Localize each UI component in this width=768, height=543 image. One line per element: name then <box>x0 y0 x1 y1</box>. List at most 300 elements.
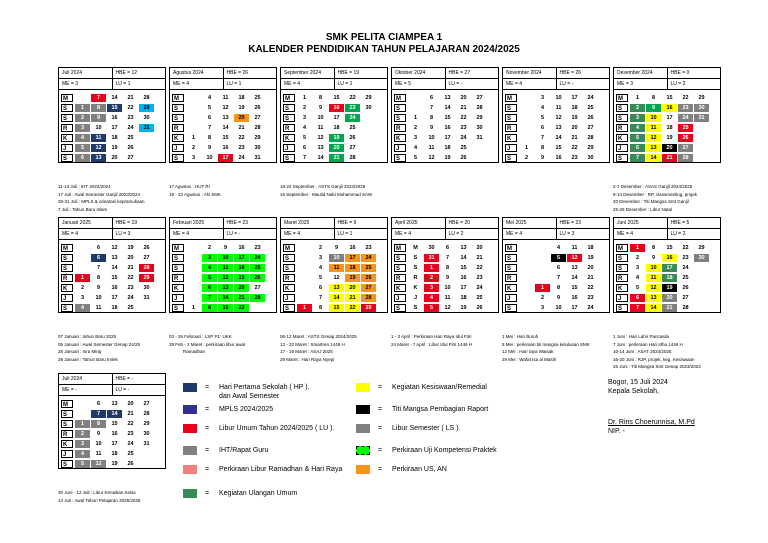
day-label: S <box>616 104 628 112</box>
month-hbe: HBE = 26 <box>226 70 249 76</box>
date-cell: 3 <box>75 440 90 448</box>
date-cell: 6 <box>445 245 450 251</box>
date-cell: 1 <box>75 274 90 282</box>
month-name: Juli 2024 <box>59 68 113 78</box>
date-cell: 25 <box>250 264 265 272</box>
note-line: 03 - 26 Februari : LSP P1: UKK <box>169 334 232 339</box>
legend-label: Perkiraan Libur Ramadhan & Hari Raya <box>219 466 343 473</box>
date-cell: 17 <box>111 441 118 447</box>
day-label: K <box>61 284 73 292</box>
note-line: 1 Mei : Hari Buruh <box>502 334 539 339</box>
month-calendar <box>58 373 166 469</box>
date-cell: 2 <box>630 104 645 112</box>
date-cell: 28 <box>349 155 356 161</box>
legend-equals: = <box>205 447 210 454</box>
legend-equals: = <box>205 490 210 497</box>
day-label: S <box>61 410 73 418</box>
date-cell: 17 <box>571 95 578 101</box>
month-me: ME = 4 <box>170 79 224 89</box>
date-cell: 24 <box>361 254 376 262</box>
date-cell: 12 <box>111 245 118 251</box>
date-cell: 25 <box>476 295 483 301</box>
date-cell: 3 <box>302 115 307 121</box>
date-cell: 21 <box>127 95 134 101</box>
date-cell: 1 <box>75 420 90 428</box>
legend-label: Kegiatan Ulangan Umum <box>219 490 298 497</box>
date-cell <box>139 154 154 162</box>
date-cell: 3 <box>413 135 418 141</box>
date-cell: 5 <box>630 134 645 142</box>
month-lu: LU = 2 <box>670 231 686 237</box>
date-cell <box>694 124 709 132</box>
day-label: S <box>283 104 295 112</box>
note-line: 17 Juli : Awal Semester Ganjil 2023/2024 <box>58 191 140 197</box>
day-label: M <box>61 400 73 408</box>
date-cell: 10 <box>428 135 435 141</box>
date-cell <box>75 244 90 252</box>
legend-label: Hari Pertama Sekolah ( HP ). <box>219 384 310 391</box>
date-cell: 21 <box>476 255 483 261</box>
day-label: R <box>505 274 517 282</box>
day-label: S <box>505 114 517 122</box>
date-cell <box>694 284 709 292</box>
date-cell: 6 <box>429 95 434 101</box>
date-cell: 19 <box>127 245 134 251</box>
date-cell <box>519 124 534 132</box>
date-cell <box>519 104 534 112</box>
date-cell: 27 <box>143 401 150 407</box>
date-cell: K <box>413 285 418 291</box>
date-cell <box>408 104 423 112</box>
date-cell: 27 <box>349 145 356 151</box>
day-label: S <box>61 254 73 262</box>
date-cell: 28 <box>250 294 265 302</box>
day-label: J <box>505 144 517 152</box>
note-line: 26 Juni : Titi Mangsa Smt Genap 2023/2024 <box>613 364 701 369</box>
legend-swatch <box>183 465 197 474</box>
date-cell: 21 <box>662 304 677 312</box>
date-cell: 22 <box>127 105 134 111</box>
date-cell <box>519 244 534 252</box>
day-label: J <box>172 144 184 152</box>
day-label: K <box>61 440 73 448</box>
date-cell: 2 <box>302 105 307 111</box>
date-cell: 9 <box>96 285 101 291</box>
date-cell: 31 <box>476 135 483 141</box>
date-cell: 27 <box>678 144 693 152</box>
day-label: S <box>283 264 295 272</box>
date-cell: 19 <box>234 274 249 282</box>
legend-equals: = <box>378 447 383 454</box>
date-cell: 16 <box>238 245 245 251</box>
date-cell: 29 <box>698 95 705 101</box>
month-calendar <box>169 67 277 163</box>
date-cell: 11 <box>95 451 102 457</box>
date-cell: 15 <box>107 104 122 112</box>
date-cell: 3 <box>191 155 196 161</box>
date-cell: 7 <box>96 265 101 271</box>
day-label: J <box>505 294 517 302</box>
legend-equals: = <box>205 406 210 413</box>
date-cell: 8 <box>96 275 101 281</box>
date-cell <box>139 134 154 142</box>
date-cell: 6 <box>202 284 217 292</box>
date-cell: 25 <box>349 125 356 131</box>
date-cell <box>694 154 709 162</box>
day-label: R <box>394 124 406 132</box>
date-cell: 7 <box>630 304 645 312</box>
month-name: Oktober 2024 <box>392 68 446 78</box>
day-label: M <box>61 94 73 102</box>
date-cell: 1 <box>630 244 645 252</box>
date-cell: 18 <box>111 305 118 311</box>
date-cell <box>694 304 709 312</box>
date-cell: S <box>413 255 418 261</box>
day-label: R <box>616 124 628 132</box>
date-cell: 5 <box>635 285 640 291</box>
day-label: S <box>616 154 628 162</box>
legend-label: IHT/Rapat Guru <box>219 447 269 454</box>
month-calendar <box>391 217 499 313</box>
date-cell: 28 <box>143 95 150 101</box>
day-label: S <box>505 254 517 262</box>
date-cell: 30 <box>694 254 709 262</box>
date-cell <box>250 304 265 312</box>
day-label: K <box>505 134 517 142</box>
date-cell: 4 <box>302 125 307 131</box>
date-cell: 21 <box>587 275 594 281</box>
month-calendar <box>58 67 166 163</box>
date-cell: R <box>413 275 418 281</box>
date-cell: 10 <box>555 305 562 311</box>
date-cell: 4 <box>630 124 645 132</box>
date-cell: 9 <box>429 125 434 131</box>
legend-swatch <box>356 465 370 474</box>
date-cell: 20 <box>476 245 483 251</box>
date-cell: 21 <box>571 135 578 141</box>
date-cell: 15 <box>571 285 578 291</box>
date-cell: 2 <box>191 145 196 151</box>
legend-label: Titi Mangsa Pembagian Raport <box>392 406 489 413</box>
legend-swatch <box>183 489 197 498</box>
date-cell: 17 <box>218 154 233 162</box>
date-cell: J <box>413 295 418 301</box>
date-cell: 24 <box>682 265 689 271</box>
date-cell: 21 <box>345 294 360 302</box>
date-cell: 7 <box>91 94 106 102</box>
date-cell: 31 <box>424 254 439 262</box>
date-cell: 9 <box>651 255 656 261</box>
date-cell: 2 <box>540 295 545 301</box>
month-me: ME = 3 <box>614 79 668 89</box>
day-label: S <box>61 264 73 272</box>
month-lu: LU = 1 <box>337 81 353 87</box>
month-notes <box>391 333 472 348</box>
date-cell: 24 <box>345 114 360 122</box>
note-line: 06-12 Maret : ASTS Genap 2024/2025 <box>280 334 357 339</box>
date-cell: 8 <box>91 420 106 428</box>
date-cell: 30 <box>143 115 150 121</box>
note-line: 29 Januari : Tahun Baru Imlek <box>58 356 118 362</box>
month-name: September 2024 <box>281 68 335 78</box>
date-cell: 26 <box>682 285 689 291</box>
date-cell: 11 <box>555 105 562 111</box>
note-line: 16-20 Juni : RJP, projek, keg. Kesiswaan <box>613 356 695 362</box>
day-label: M <box>394 94 406 102</box>
date-cell <box>694 144 709 152</box>
date-cell <box>297 284 312 292</box>
date-cell: 22 <box>571 145 578 151</box>
date-cell <box>186 254 201 262</box>
date-cell <box>186 114 201 122</box>
date-cell <box>408 94 423 102</box>
note-line: 11-13 Juli : IHT 2023/2024 <box>58 184 111 189</box>
note-line: 25-26 Desember : Libur Natal <box>613 206 673 212</box>
month-me: ME = 4 <box>281 79 335 89</box>
date-cell: 11 <box>444 295 451 301</box>
date-cell: 4 <box>556 245 561 251</box>
date-cell: 9 <box>91 114 106 122</box>
day-label: M <box>505 244 517 252</box>
date-cell: 14 <box>111 95 118 101</box>
date-cell: 12 <box>317 135 324 141</box>
date-cell: 27 <box>254 285 261 291</box>
month-hbe: HBE = 12 <box>115 70 138 76</box>
date-cell: 20 <box>234 284 249 292</box>
date-cell: 18 <box>662 274 677 282</box>
day-label: M <box>172 244 184 252</box>
sign-role: Kepala Sekolah, <box>608 388 659 395</box>
day-label: R <box>172 124 184 132</box>
date-cell: 16 <box>111 431 118 437</box>
month-hbe: HBE = 20 <box>448 220 471 226</box>
date-cell <box>519 294 534 302</box>
date-cell: 17 <box>111 295 118 301</box>
date-cell: 14 <box>107 410 122 418</box>
date-cell: 26 <box>127 461 134 467</box>
day-label: S <box>505 104 517 112</box>
date-cell: 18 <box>444 145 451 151</box>
date-cell: 22 <box>682 95 689 101</box>
day-label: S <box>394 254 406 262</box>
day-label: J <box>172 294 184 302</box>
date-cell: 14 <box>571 275 578 281</box>
date-cell <box>297 254 312 262</box>
month-me: ME = 5 <box>392 79 446 89</box>
month-name: Juli 2024 <box>59 374 113 384</box>
date-cell: 3 <box>80 295 85 301</box>
date-cell: 27 <box>682 295 689 301</box>
date-cell <box>361 144 376 152</box>
date-cell: 26 <box>460 155 467 161</box>
date-cell: 15 <box>329 304 344 312</box>
date-cell <box>361 124 376 132</box>
date-cell: 30 <box>365 105 372 111</box>
date-cell: 22 <box>238 135 245 141</box>
date-cell: 9 <box>646 104 661 112</box>
note-line: 10-14 Juni : ASAT 2024/2025 <box>613 349 672 354</box>
legend-label: Perkiraan Uji Kompetensi Praktek <box>392 447 497 454</box>
date-cell: 12 <box>646 134 661 142</box>
note-line: 28 Januari : Isra Miraj <box>58 349 102 354</box>
date-cell: 19 <box>444 155 451 161</box>
month-lu: LU = 1 <box>115 81 131 87</box>
note-line: 5 Mei : perkiraan titi mangsa kelulusan SMK <box>502 341 590 347</box>
date-cell: 2 <box>75 430 90 438</box>
date-cell: 13 <box>555 125 562 131</box>
month-lu: LU = - <box>115 387 130 393</box>
month-lu: LU = 3 <box>559 231 575 237</box>
date-cell: 16 <box>444 125 451 131</box>
date-cell <box>519 284 534 292</box>
day-label: J <box>283 144 295 152</box>
date-cell: 26 <box>143 245 150 251</box>
date-cell: 2 <box>524 155 529 161</box>
month-calendar <box>58 217 166 313</box>
date-cell: 25 <box>127 451 134 457</box>
day-label: M <box>283 244 295 252</box>
day-label: S <box>283 154 295 162</box>
month-name: Juni 2025 <box>614 218 668 228</box>
legend-equals: = <box>378 466 383 473</box>
date-cell: 22 <box>682 245 689 251</box>
note-line: 7 Juni : perkiraan Hari Idha 1446 H <box>613 341 683 347</box>
legend-label: Perkiraan US, AN <box>392 466 447 473</box>
legend-equals: = <box>378 384 383 391</box>
date-cell: 8 <box>318 305 323 311</box>
date-cell <box>519 274 534 282</box>
month-hbe: HBE = 9 <box>337 220 357 226</box>
date-cell: 20 <box>127 255 134 261</box>
date-cell: 4 <box>202 264 217 272</box>
date-cell: 7 <box>429 105 434 111</box>
date-cell <box>519 264 534 272</box>
date-cell: 23 <box>127 431 134 437</box>
date-cell <box>75 410 90 418</box>
date-cell: 22 <box>476 265 483 271</box>
date-cell <box>186 284 201 292</box>
date-cell: 30 <box>254 145 261 151</box>
date-cell: 13 <box>111 401 118 407</box>
legend-label: Kegiatan Kesiswaan/Remedial <box>392 384 487 391</box>
date-cell: 28 <box>139 264 154 272</box>
date-cell: 17 <box>444 135 451 141</box>
day-label: S <box>172 254 184 262</box>
date-cell: 4 <box>318 265 323 271</box>
month-hbe: HBE = 23 <box>226 220 249 226</box>
month-notes <box>58 333 140 363</box>
sign-place-date: Bogor, 15 Juli 2024 <box>608 379 668 386</box>
date-cell: 23 <box>682 255 689 261</box>
date-cell: 20 <box>662 144 677 152</box>
date-cell <box>297 294 312 302</box>
date-cell: 14 <box>444 105 451 111</box>
date-cell: 11 <box>428 145 435 151</box>
date-cell <box>186 274 201 282</box>
date-cell: 3 <box>540 305 545 311</box>
date-cell: 21 <box>329 154 344 162</box>
date-cell: 23 <box>587 295 594 301</box>
sign-nip: NIP. - <box>608 428 625 435</box>
date-cell <box>297 244 312 252</box>
note-line: 16 September : Maulid Nabi Muhammad SAW <box>280 191 373 197</box>
legend-swatch <box>183 405 197 414</box>
legend-equals: = <box>378 406 383 413</box>
date-cell: 16 <box>460 275 467 281</box>
date-cell: 9 <box>540 155 545 161</box>
date-cell: 25 <box>460 145 467 151</box>
day-label: S <box>172 104 184 112</box>
date-cell <box>519 94 534 102</box>
date-cell: 1 <box>191 305 196 311</box>
date-cell <box>694 294 709 302</box>
date-cell: 23 <box>365 245 372 251</box>
date-cell <box>694 264 709 272</box>
date-cell: 24 <box>127 441 134 447</box>
month-me: ME = 4 <box>503 229 557 239</box>
date-cell: 17 <box>333 115 340 121</box>
date-cell <box>75 94 90 102</box>
date-cell: 23 <box>345 104 360 112</box>
date-cell: 29 <box>587 145 594 151</box>
day-label: R <box>61 430 73 438</box>
note-line: 28 Feb - 2 Maret : perkiraan libur awal <box>169 341 246 347</box>
date-cell: 19 <box>587 255 594 261</box>
day-label: M <box>505 94 517 102</box>
month-lu: LU = 1 <box>226 81 242 87</box>
date-cell: 13 <box>91 154 106 162</box>
date-cell: 14 <box>329 294 344 302</box>
date-cell: 3 <box>202 254 217 262</box>
note-line: 07 Januari : tahun Baru 2025 <box>58 334 117 339</box>
date-cell: 23 <box>127 285 134 291</box>
signature-block <box>608 378 695 436</box>
date-cell: 22 <box>127 275 134 281</box>
date-cell: 1 <box>302 95 307 101</box>
date-cell: 18 <box>111 135 118 141</box>
day-label: M <box>616 244 628 252</box>
day-label: M <box>61 244 73 252</box>
date-cell <box>519 134 534 142</box>
day-label: S <box>61 304 73 312</box>
date-cell: 7 <box>91 410 106 418</box>
legend-swatch <box>356 424 370 433</box>
date-cell: 30 <box>143 431 150 437</box>
date-cell: 26 <box>250 274 265 282</box>
date-cell: 6 <box>556 265 561 271</box>
date-cell <box>535 254 550 262</box>
date-cell: 7 <box>318 295 323 301</box>
note-line: 12 Mei : Hari raya Waisak <box>502 349 554 354</box>
date-cell: 4 <box>207 95 212 101</box>
day-label: J <box>61 450 73 458</box>
day-label: K <box>283 284 295 292</box>
month-me: ME = 4 <box>614 229 668 239</box>
note-line: 20 Desember : Titi Mangsa Smt Ganjil <box>613 199 689 204</box>
day-label: M <box>394 244 406 252</box>
date-cell: 23 <box>571 155 578 161</box>
date-cell: 17 <box>111 125 118 131</box>
note-line: 06 Januari : Awal Semester Genap 24/25 <box>58 341 140 347</box>
date-cell: 27 <box>361 284 376 292</box>
date-cell: 30 <box>694 104 709 112</box>
note-line: 30 Juni - 12 Juli : Libur Kenaikan Kelas <box>58 490 136 495</box>
date-cell: 14 <box>646 154 661 162</box>
date-cell: 19 <box>662 284 677 292</box>
date-cell: 10 <box>218 254 233 262</box>
date-cell: 14 <box>317 155 324 161</box>
date-cell <box>75 400 90 408</box>
